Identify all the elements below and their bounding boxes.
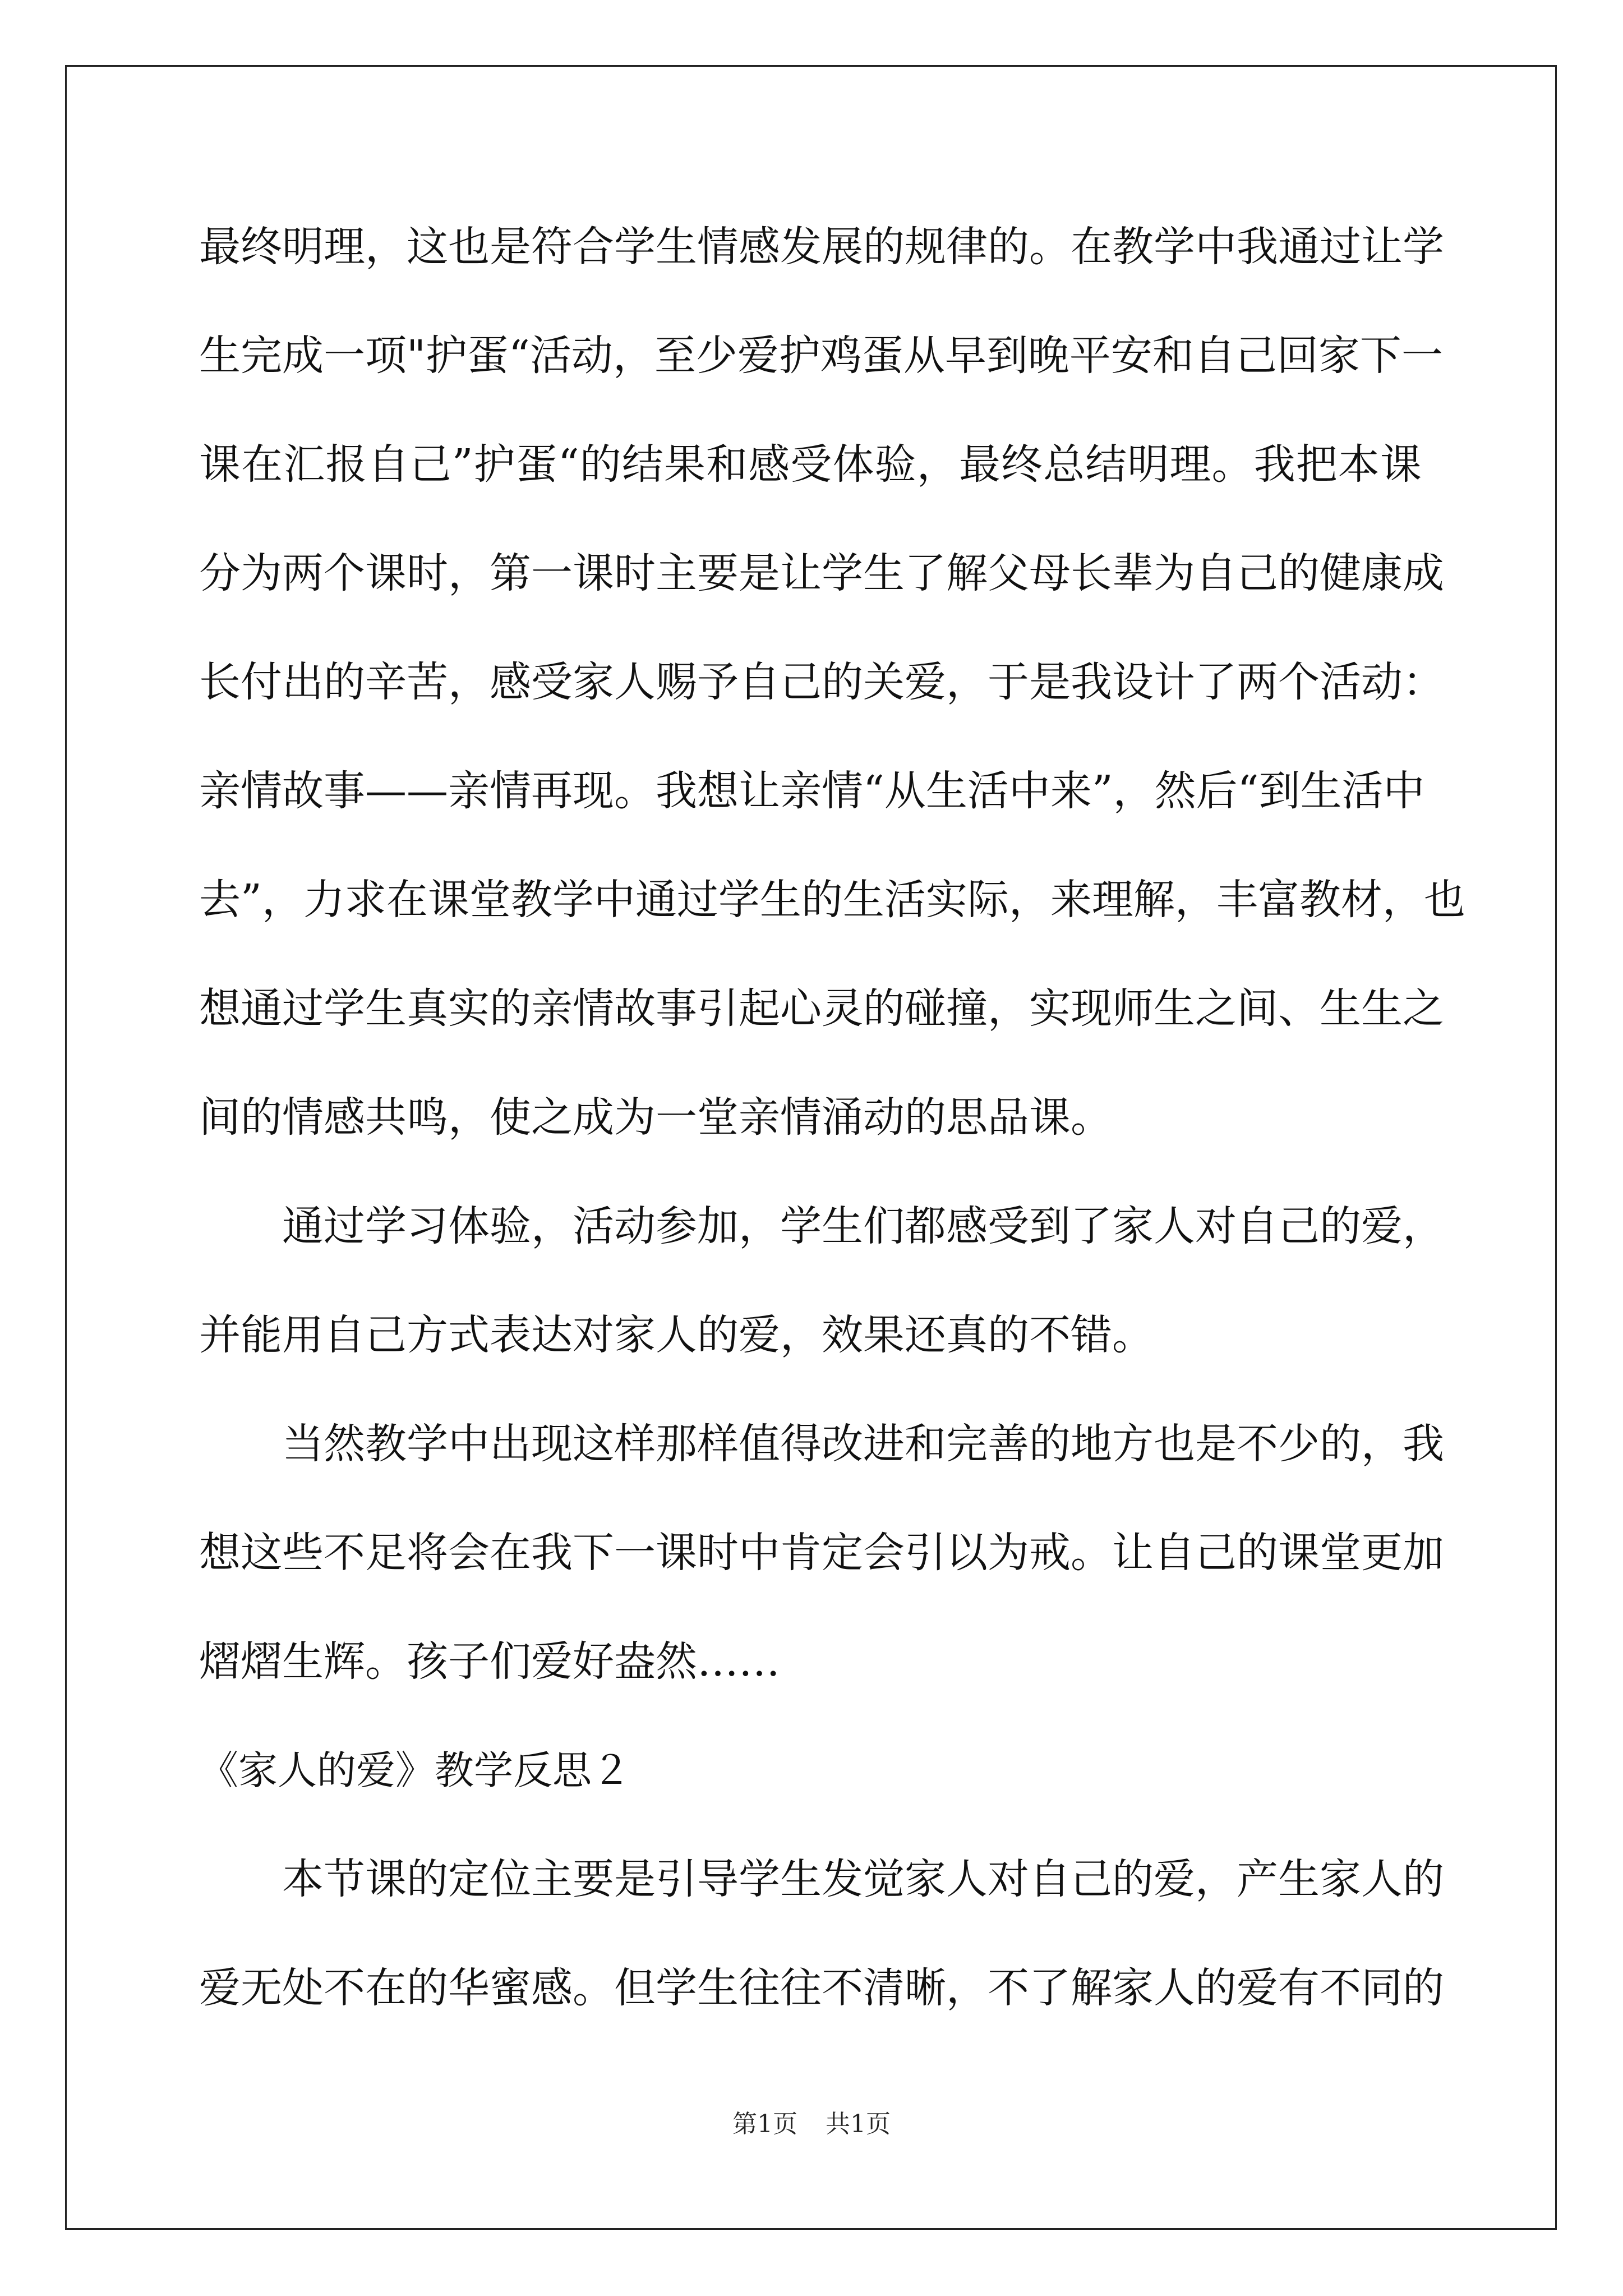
text-line-9: 间的情感共鸣，使之成为一堂亲情涌动的思品课。 xyxy=(199,1093,1112,1142)
paragraph-start-line: 当然教学中出现这样那样值得改进和完善的地方也是不少的，我 xyxy=(282,1420,1444,1468)
text-line-17: 爱无处不在的华蜜感。但学生往往不清晰，不了解家人的爱有不同的 xyxy=(199,1964,1444,2012)
text-line-2: 生完成一项"护蛋“活动，至少爱护鸡蛋从早到晚平安和自己回家下一 xyxy=(199,332,1443,380)
text-line-5: 长付出的辛苦，感受家人赐予自己的关爱，于是我设计了两个活动： xyxy=(199,658,1444,706)
paragraph-start-line: 本节课的定位主要是引导学生发觉家人对自己的爱，产生家人的 xyxy=(282,1855,1444,1903)
page-total: 共1页 xyxy=(826,2110,891,2138)
text-line-6: 亲情故事——亲情再现。我想让亲情“从生活中来”，然后“到生活中 xyxy=(199,767,1425,815)
text-line-8: 想通过学生真实的亲情故事引起心灵的碰撞，实现师生之间、生生之 xyxy=(199,984,1444,1033)
text-line-13: 想这些不足将会在我下一课时中肯定会引以为戒。让自己的课堂更加 xyxy=(199,1529,1444,1577)
text-line-7: 去”，力求在课堂教学中通过学生的生活实际，来理解，丰富教材，也 xyxy=(199,876,1465,924)
text-line-11: 并能用自己方式表达对家人的爱，效果还真的不错。 xyxy=(199,1311,1154,1359)
text-line-1: 最终明理，这也是符合学生情感发展的规律的。在教学中我通过让学 xyxy=(199,223,1444,271)
page-footer xyxy=(0,2104,1623,2139)
text-line-4: 分为两个课时，第一课时主要是让学生了解父母长辈为自己的健康成 xyxy=(199,549,1444,597)
page-number: 第1页 xyxy=(732,2110,797,2138)
text-line-3: 课在汇报自己”护蛋“的结果和感受体验，最终总结明理。我把本课 xyxy=(199,440,1422,489)
document-body xyxy=(199,208,1465,2058)
text-line-14: 熠熠生辉。孩子们爱好盎然…… xyxy=(199,1637,780,1686)
paragraph-start-line: 通过学习体验，活动参加，学生们都感受到了家人对自己的爱， xyxy=(282,1202,1444,1250)
section-heading: 《家人的爱》教学反思２ xyxy=(199,1747,631,1793)
